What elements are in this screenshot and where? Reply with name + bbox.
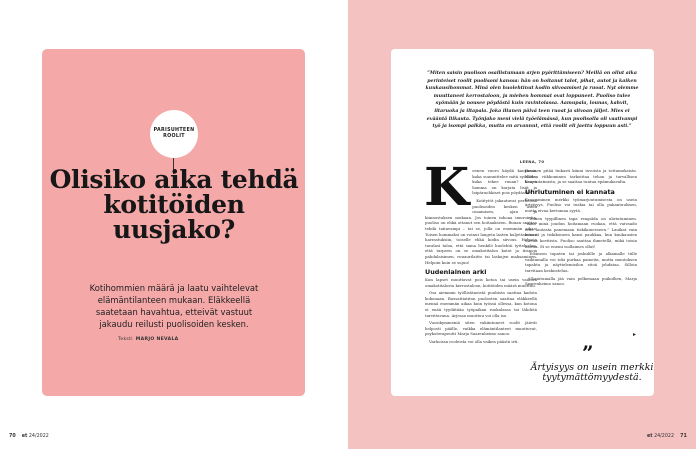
body-paragraph: Toinen tyypillinen tapa reagoida on uhriutuminen. ”Aina minä joudun hoitamaan ruokaa, että vaivaado eräs lautasta panemaan tiskikoneeseen.” Lauikat vain kiivasti ja tiskikoneen kansi paukkaa, kun kuukausien olevaa koettista. Puoliso saattaa ihmetellä, mikä toisia vaivaa. Ei se enemi isollaimes ollut!	[525, 215, 637, 249]
body-paragraph: Kun lapset muuttavat pois kotoa tai usein vaihtuu omakotitalosta kerrostaloon, kotitöiden määrä muuttuu.	[425, 277, 537, 288]
body-column-2	[525, 168, 637, 289]
folio-right-issue: 24/2022	[654, 434, 675, 439]
pull-quote: Ärtyisyys on usein merkki tyytymättömyydestä.	[530, 362, 654, 383]
folio-left	[9, 434, 49, 439]
folio-left-issue: 24/2022	[28, 434, 49, 439]
subheading: Uudenlainen arki	[425, 268, 487, 277]
drop-cap: K	[424, 157, 470, 218]
pull-quote-mark: ”	[582, 341, 594, 365]
badge-line-1: PARISUHTEEN	[153, 128, 195, 133]
body-paragraph: Vuosikymmeniä siten vakiintuneet roolit jäävät helposti päälle, vaikka elämäntilanteet muuttuvat, psykoterapeutti Marja Saarenheimo sanoo.	[425, 320, 537, 337]
body-paragraph: Eroomminen merkki työmarjoutumisesta on usein ärtyisyys. Puoliso voi tuskia tai olla pahantuulinen, mutta eivaa kertomaa syytä.	[525, 196, 637, 213]
folio-left-page: 70	[9, 434, 16, 439]
body-paragraph: Ihminen pitää tiukasti kiinni tavoista ja tottumuksista. Niiden riikkominen tarkoittaa tehon ja turvallisen haoptutatmista, ja se saattaa tuntua epämukavalta.	[525, 168, 637, 185]
body-paragraph: Osa aiemmin työllistäneistä puuhista saattaa kadota kokonaan. Bussattiatiton puolosten saattaa eläkkeellä mennä enemmän aikaa kuin työssä ollessa, kun kotona ei enää tyydiitään työpaikan ruokalassa tai lähdetä tarvittavana. Arjessa muuttuu voi olla iso.	[425, 290, 537, 318]
body-paragraph: eenen vuoro käydä kaupassa, kuka suunnittelee mitä syödään, kuka tekee ruuan? Kenen homma on korjata lisät ja leipäruohkiset pois pöydästä?	[472, 168, 537, 196]
body-paragraph: Varhoissa rooleista voi olla vaikea päästä irti.	[429, 339, 519, 345]
article-headline: Olisiko aika tehdä kotitöiden uusjako?	[49, 165, 299, 244]
byline-label: Teksti	[118, 337, 133, 342]
body-paragraph: Toeineen tapaten tai joskulille ja alkamalle tiille vaihtamalla voi toki purkaa paineita, mutta muutoksen tapahtu ja näyttelemisilon sitoä johdataa. Silloin tarvitaan keskustelua.	[525, 251, 637, 273]
folio-right-page: 71	[680, 434, 687, 439]
byline	[118, 337, 179, 342]
body-paragraph: Kotitytöt jakautuvat perheissä puolisoiden kesken usein osaamisen, ajan ja kiinnostuksen mukaan. Jos toinen inhoaa imurointia, puoliso on ehkä ottanut sen hoitaakseen. Ruuan saattaa tehdä taitavampi – tai se, jolla on enemmän aikaa. Toisen hommaksi on voinut langeta lasten kuljettaminen harrastuksiin, toiselle ehkä kodin siivous. Helpoin tavalasi taloa, että sama henkilö huolehtii tyttelyalan, että tarpeen on se omakotitalon katot ja tiisnoja pahdalaisimen, ruuaurilaitto tai laskujen maksaminen. Helpoin kuin se sujuu!	[425, 197, 537, 265]
badge-line-2: ROOLIT	[163, 134, 185, 139]
article-lead: Kotihommien määrä ja laatu vaihtelevat elämäntilanteen mukaan. Eläkkeellä saatetaan havahtua, etteivät vastuut jakaudu reilusti puolisoiden kesken.	[89, 283, 259, 329]
body-paragraph: Uhriutumalla jää vain pelkemaan puikollien, Marja Saarenheimo sanoo.	[525, 275, 637, 287]
folio-right-mag: et	[647, 434, 653, 439]
reader-quote-attribution: LEENA, 70	[519, 159, 545, 164]
reader-quote: ”Miten saisin puolison osallistumaan arjen pyörittämiseen? Meillä on ollut aika perinteiset roolit puolisoni kanssa: hän on hoitanut talot, pihat, autot ja kaiken kuukausihommat. Minä olen huolehtinut kodin siivoamiset ja ruoat. Nyt olemme muuttaneet kerrostaloon, ja miehen hommat ovat loppuneet. Puoliso tulee syömään ja nousee pöydästä kuin ravintolassa. Aamupala, lounas, kahvit, iltaruoka ja iltapala. Joka iltanen päivä teen ruoat ja siivoan jäljet. Mies ei evääntä liikauta. Työnjako meni vielä työelämässä, kun puolisolla oli vaativampi työ ja isompi palkka, mutta en arvannut, että roolit eli jaettu loppuun asti.”	[425, 71, 639, 130]
continue-arrow-icon: ▸	[633, 331, 637, 338]
subheading: Uhriutuminen ei kannata	[525, 187, 615, 196]
folio-left-mag: et	[21, 434, 28, 439]
section-badge	[150, 110, 198, 158]
folio-right	[647, 434, 687, 439]
byline-author: MARJO NEVALA	[135, 337, 179, 342]
